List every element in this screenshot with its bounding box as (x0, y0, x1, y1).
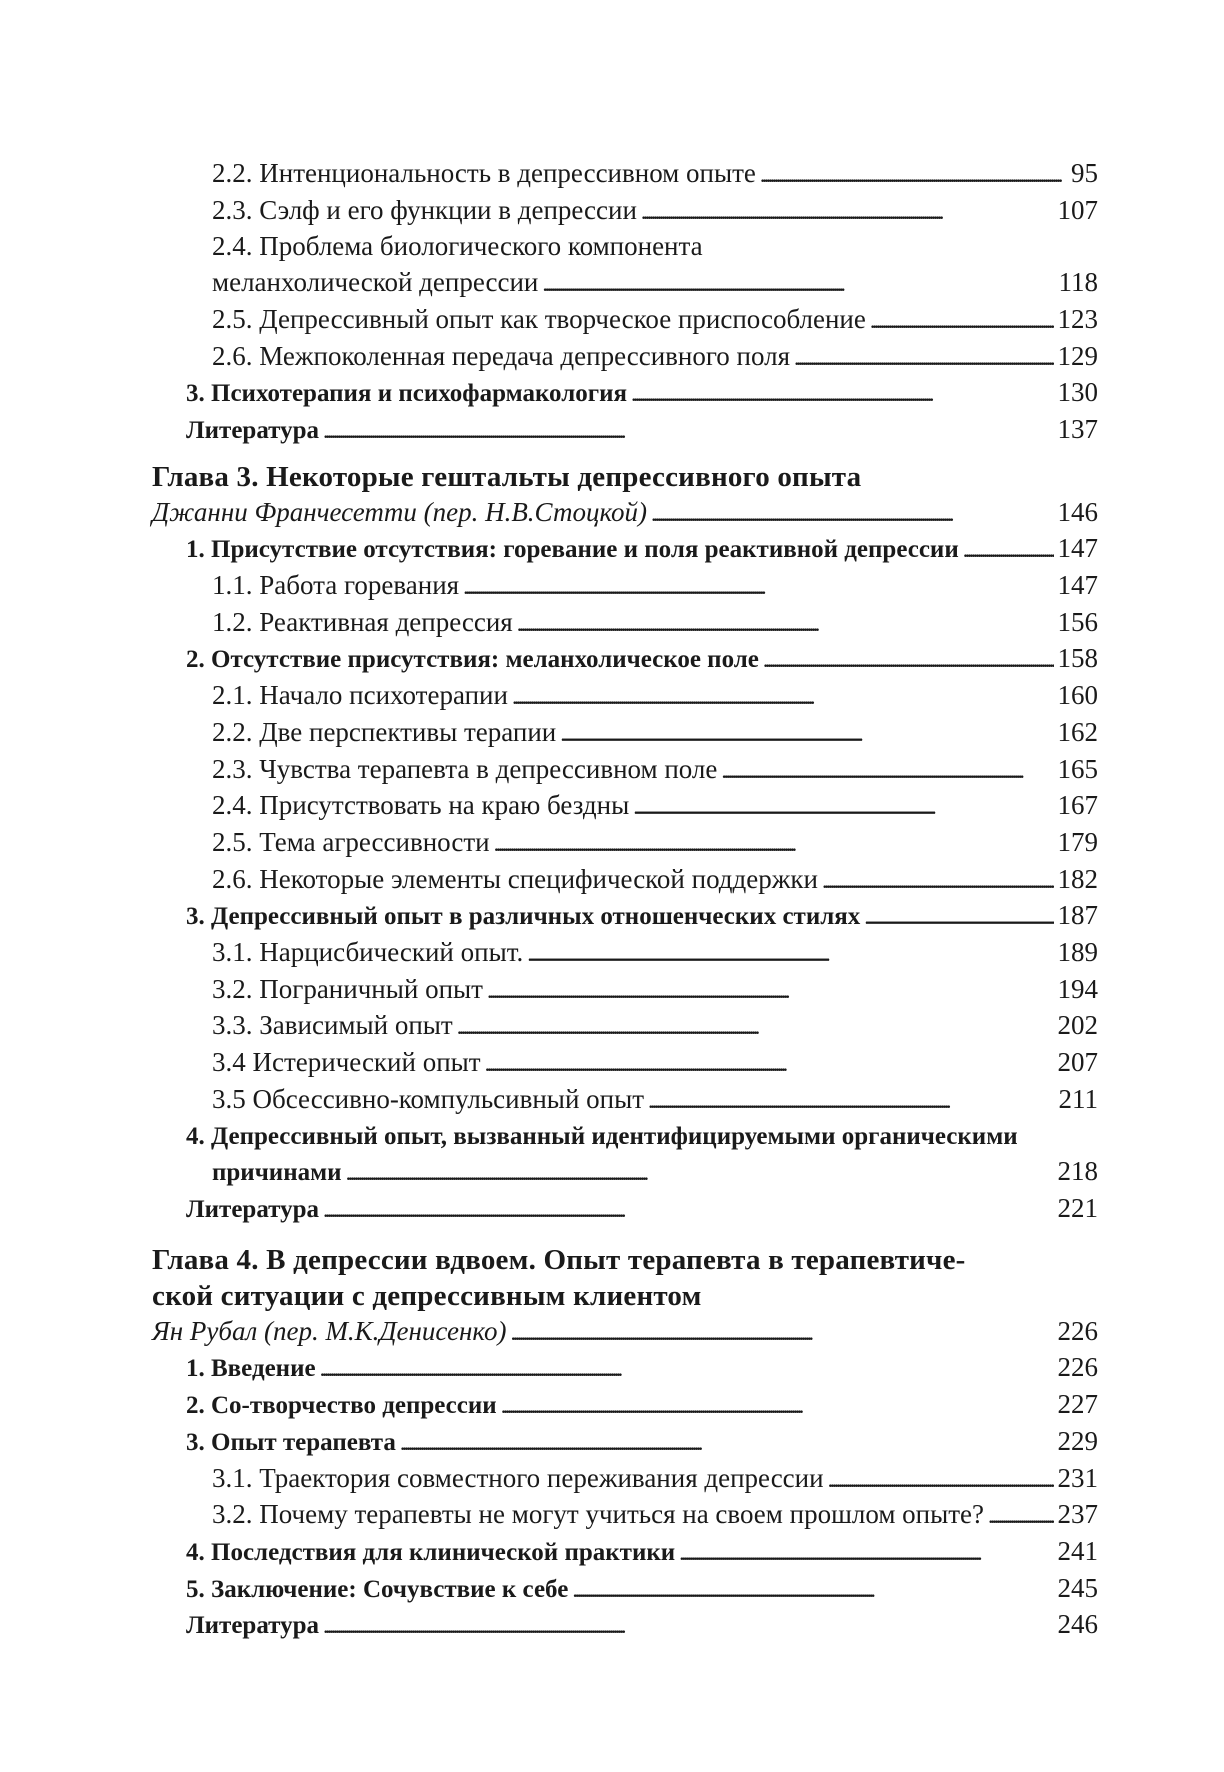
toc-entry-title: 2.2. Две перспективы терапии (212, 716, 557, 747)
toc-entry[interactable] (152, 972, 1098, 1009)
toc-entry-page: 218 (1057, 1156, 1098, 1187)
dot-leader (641, 193, 1054, 230)
toc-entry[interactable] (152, 678, 1098, 715)
toc-entry-title-line[interactable]: 2.4. Проблема биологического компонента (212, 231, 703, 262)
toc-section-entry[interactable] (152, 375, 1098, 412)
toc-entry-title: 3.5 Обсессивно-компульсивный опыт (212, 1083, 645, 1114)
dot-leader (794, 339, 1054, 376)
toc-entry-title: 3.1. Нарцисбический опыт. (212, 937, 524, 968)
toc-entry[interactable] (152, 788, 1098, 825)
toc-entry-page: 189 (1057, 937, 1098, 968)
dot-leader (463, 568, 1053, 605)
toc-entry-title: Литература (186, 1195, 320, 1223)
toc-entry-title: 5. Заключение: Сочувствие к себе (186, 1575, 569, 1603)
toc-entry-page: 182 (1057, 863, 1098, 894)
toc-entry-title: 2.5. Депрессивный опыт как творческое приспособление (212, 303, 866, 334)
toc-entry-page: 162 (1057, 716, 1098, 747)
dot-leader (631, 376, 1053, 412)
toc-entry-title: 2.6. Межпоколенная передача депрессивного поля (212, 340, 790, 371)
toc-entry-title: 3. Опыт терапевта (186, 1428, 396, 1456)
toc-entry[interactable] (152, 1497, 1098, 1534)
dot-leader (501, 1388, 1054, 1424)
dot-leader (988, 1497, 1053, 1534)
dot-leader (560, 715, 1053, 752)
toc-entry-page: 137 (1057, 413, 1098, 444)
toc-entry[interactable] (152, 1461, 1098, 1498)
toc-entry-page: 211 (1058, 1083, 1098, 1114)
toc-section-entry[interactable] (152, 641, 1098, 678)
dot-leader (323, 1192, 1053, 1228)
toc-entry-title: 3.4 Истерический опыт (212, 1047, 481, 1078)
toc-entry[interactable] (152, 715, 1098, 752)
toc-entry-title: 2.5. Тема агрессивности (212, 826, 490, 857)
toc-entry[interactable] (152, 193, 1098, 230)
dot-leader (400, 1425, 1054, 1461)
dot-leader (828, 1461, 1054, 1498)
toc-entry-page: 207 (1057, 1047, 1098, 1078)
toc-entry-title: 3. Депрессивный опыт в различных отношенческих стилях (186, 903, 861, 931)
toc-entry-title: 2.2. Интенциональность в депрессивном опыте (212, 158, 756, 188)
toc-entry-title: 2.3. Чувства терапевта в депрессивном поле (212, 753, 718, 784)
toc-entry[interactable] (152, 568, 1098, 605)
chapter-title-continued[interactable]: ской ситуации с депрессивным клиентом (152, 1279, 702, 1312)
toc-entry[interactable] (152, 1045, 1098, 1082)
toc-entry-title: 2.4. Присутствовать на краю бездны (212, 790, 630, 821)
toc-entry-title: 3.2. Почему терапевты не могут учиться на своем прошлом опыте? (212, 1499, 985, 1530)
dot-leader (323, 1608, 1053, 1644)
toc-entry-page: 146 (1057, 496, 1098, 527)
toc-section-entry[interactable] (152, 1154, 1098, 1191)
toc-entry-title: 1. Введение (186, 1355, 316, 1383)
toc-entry[interactable] (152, 339, 1098, 376)
toc-entry-page: 160 (1057, 680, 1098, 711)
toc-section-entry[interactable] (152, 898, 1098, 935)
dot-leader (494, 825, 1054, 862)
toc-section-entry[interactable] (152, 1350, 1098, 1387)
dot-leader (963, 532, 1054, 568)
toc-entry-page: 237 (1057, 1499, 1098, 1530)
toc-entry[interactable] (152, 156, 1098, 193)
toc-section-entry[interactable] (152, 1387, 1098, 1424)
toc-entry-page: 229 (1057, 1425, 1098, 1456)
toc-entry-title: 2.3. Сэлф и его функции в депрессии (212, 194, 637, 225)
toc-entry-page: 187 (1057, 900, 1098, 931)
toc-section-entry[interactable] (152, 1424, 1098, 1461)
chapter-author-entry[interactable] (152, 495, 1098, 532)
toc-entry[interactable] (152, 862, 1098, 899)
toc-entry-page: 202 (1057, 1010, 1098, 1041)
toc-entry-page: 156 (1057, 606, 1098, 637)
toc-entry-page: 147 (1057, 570, 1098, 601)
dot-leader (323, 413, 1053, 449)
toc-entry[interactable] (152, 825, 1098, 862)
toc-entry[interactable] (152, 935, 1098, 972)
toc-entry[interactable] (152, 1082, 1098, 1119)
dot-leader (485, 1045, 1054, 1082)
toc-entry-page: 179 (1057, 826, 1098, 857)
dot-leader (527, 935, 1053, 972)
toc-entry-page: 226 (1057, 1315, 1098, 1346)
toc-section-entry[interactable] (152, 1607, 1098, 1644)
toc-entry-page: 245 (1057, 1572, 1098, 1603)
dot-leader (487, 972, 1054, 1009)
toc-entry-page: 129 (1057, 340, 1098, 371)
dot-leader (822, 862, 1054, 899)
toc-entry-page: 158 (1057, 643, 1098, 674)
toc-section-entry[interactable] (152, 1571, 1098, 1608)
dot-leader (763, 642, 1054, 678)
dot-leader (679, 1535, 1053, 1571)
dot-leader (760, 156, 1067, 193)
toc-entry-page: 95 (1071, 158, 1098, 188)
dot-leader (542, 265, 1054, 302)
toc-entry-title: 2.1. Начало психотерапии (212, 680, 508, 711)
toc-entry-title: 3.2. Пограничный опыт (212, 973, 483, 1004)
toc-entry-page: 227 (1057, 1389, 1098, 1420)
toc-entry-title: 4. Последствия для клинической практики (186, 1538, 676, 1566)
toc-entry-page: 167 (1057, 790, 1098, 821)
toc-entry[interactable] (152, 752, 1098, 789)
dot-leader (864, 899, 1053, 935)
toc-entry-title: 3.3. Зависимый опыт (212, 1010, 453, 1041)
toc-entry-page: 123 (1057, 303, 1098, 334)
toc-entry[interactable] (152, 605, 1098, 642)
toc-entry-title: 3.1. Траектория совместного переживания депрессии (212, 1462, 824, 1493)
dot-leader (633, 788, 1053, 825)
dot-leader (511, 1314, 1054, 1351)
toc-entry-title: 1. Присутствие отсутствия: горевание и поля реактивной депрессии (186, 536, 959, 564)
chapter-author: Джанни Франчесетти (пер. Н.В.Стоцкой) (152, 496, 648, 527)
dot-leader (870, 302, 1054, 339)
toc-entry-page: 165 (1057, 753, 1098, 784)
toc-section-entry[interactable] (152, 531, 1098, 568)
chapter-author: Ян Рубал (пер. М.К.Денисенко) (152, 1315, 507, 1346)
toc-entry[interactable] (152, 1008, 1098, 1045)
toc-section-entry[interactable] (152, 1191, 1098, 1228)
dot-leader (320, 1351, 1054, 1387)
toc-entry-page: 147 (1057, 533, 1098, 564)
dot-leader (517, 605, 1054, 642)
toc-section-entry[interactable] (152, 1534, 1098, 1571)
chapter-title[interactable]: Глава 3. Некоторые гештальты депрессивного опыта (152, 460, 862, 493)
chapter-title[interactable]: Глава 4. В депрессии вдвоем. Опыт терапевта в терапевтиче- (152, 1243, 966, 1276)
dot-leader (721, 752, 1053, 789)
dot-leader (512, 678, 1054, 715)
toc-entry-page: 241 (1057, 1535, 1098, 1566)
toc-entry-page: 226 (1057, 1352, 1098, 1383)
toc-entry[interactable] (152, 265, 1098, 302)
toc-entry-title: 1.1. Работа горевания (212, 570, 460, 601)
toc-entry-title: 2. Со-творчество депрессии (186, 1392, 497, 1420)
dot-leader (648, 1082, 1054, 1119)
dot-leader (651, 495, 1053, 532)
toc-entry-title: 1.2. Реактивная депрессия (212, 606, 513, 637)
toc-entry-page: 231 (1057, 1462, 1098, 1493)
toc-section-entry[interactable] (152, 412, 1098, 449)
toc-entry-page: 130 (1057, 377, 1098, 408)
toc-entry-title: Литература (186, 1612, 320, 1640)
toc-entry-title: 2.6. Некоторые элементы специфической поддержки (212, 863, 818, 894)
toc-entry-title: меланхолической депрессии (212, 267, 539, 298)
toc-entry-title: Литература (186, 416, 320, 444)
dot-leader (346, 1155, 1054, 1191)
chapter-author-entry[interactable] (152, 1314, 1098, 1351)
toc-entry-page: 118 (1058, 267, 1098, 298)
toc-entry-page: 107 (1057, 194, 1098, 225)
toc-entry[interactable] (152, 302, 1098, 339)
dot-leader (572, 1572, 1053, 1608)
toc-entry-page: 246 (1057, 1609, 1098, 1640)
toc-entry-title: 2. Отсутствие присутствия: меланхолическое поле (186, 646, 759, 674)
toc-entry-page: 221 (1057, 1192, 1098, 1223)
toc-section-title-line[interactable]: 4. Депрессивный опыт, вызванный идентифицируемыми органическими (186, 1122, 1018, 1150)
dot-leader (457, 1008, 1054, 1045)
toc-entry-title: 3. Психотерапия и психофармакология (186, 380, 628, 408)
toc-entry-page: 194 (1057, 973, 1098, 1004)
toc-entry-title: причинами (212, 1159, 342, 1187)
table-of-contents (152, 156, 1098, 1644)
